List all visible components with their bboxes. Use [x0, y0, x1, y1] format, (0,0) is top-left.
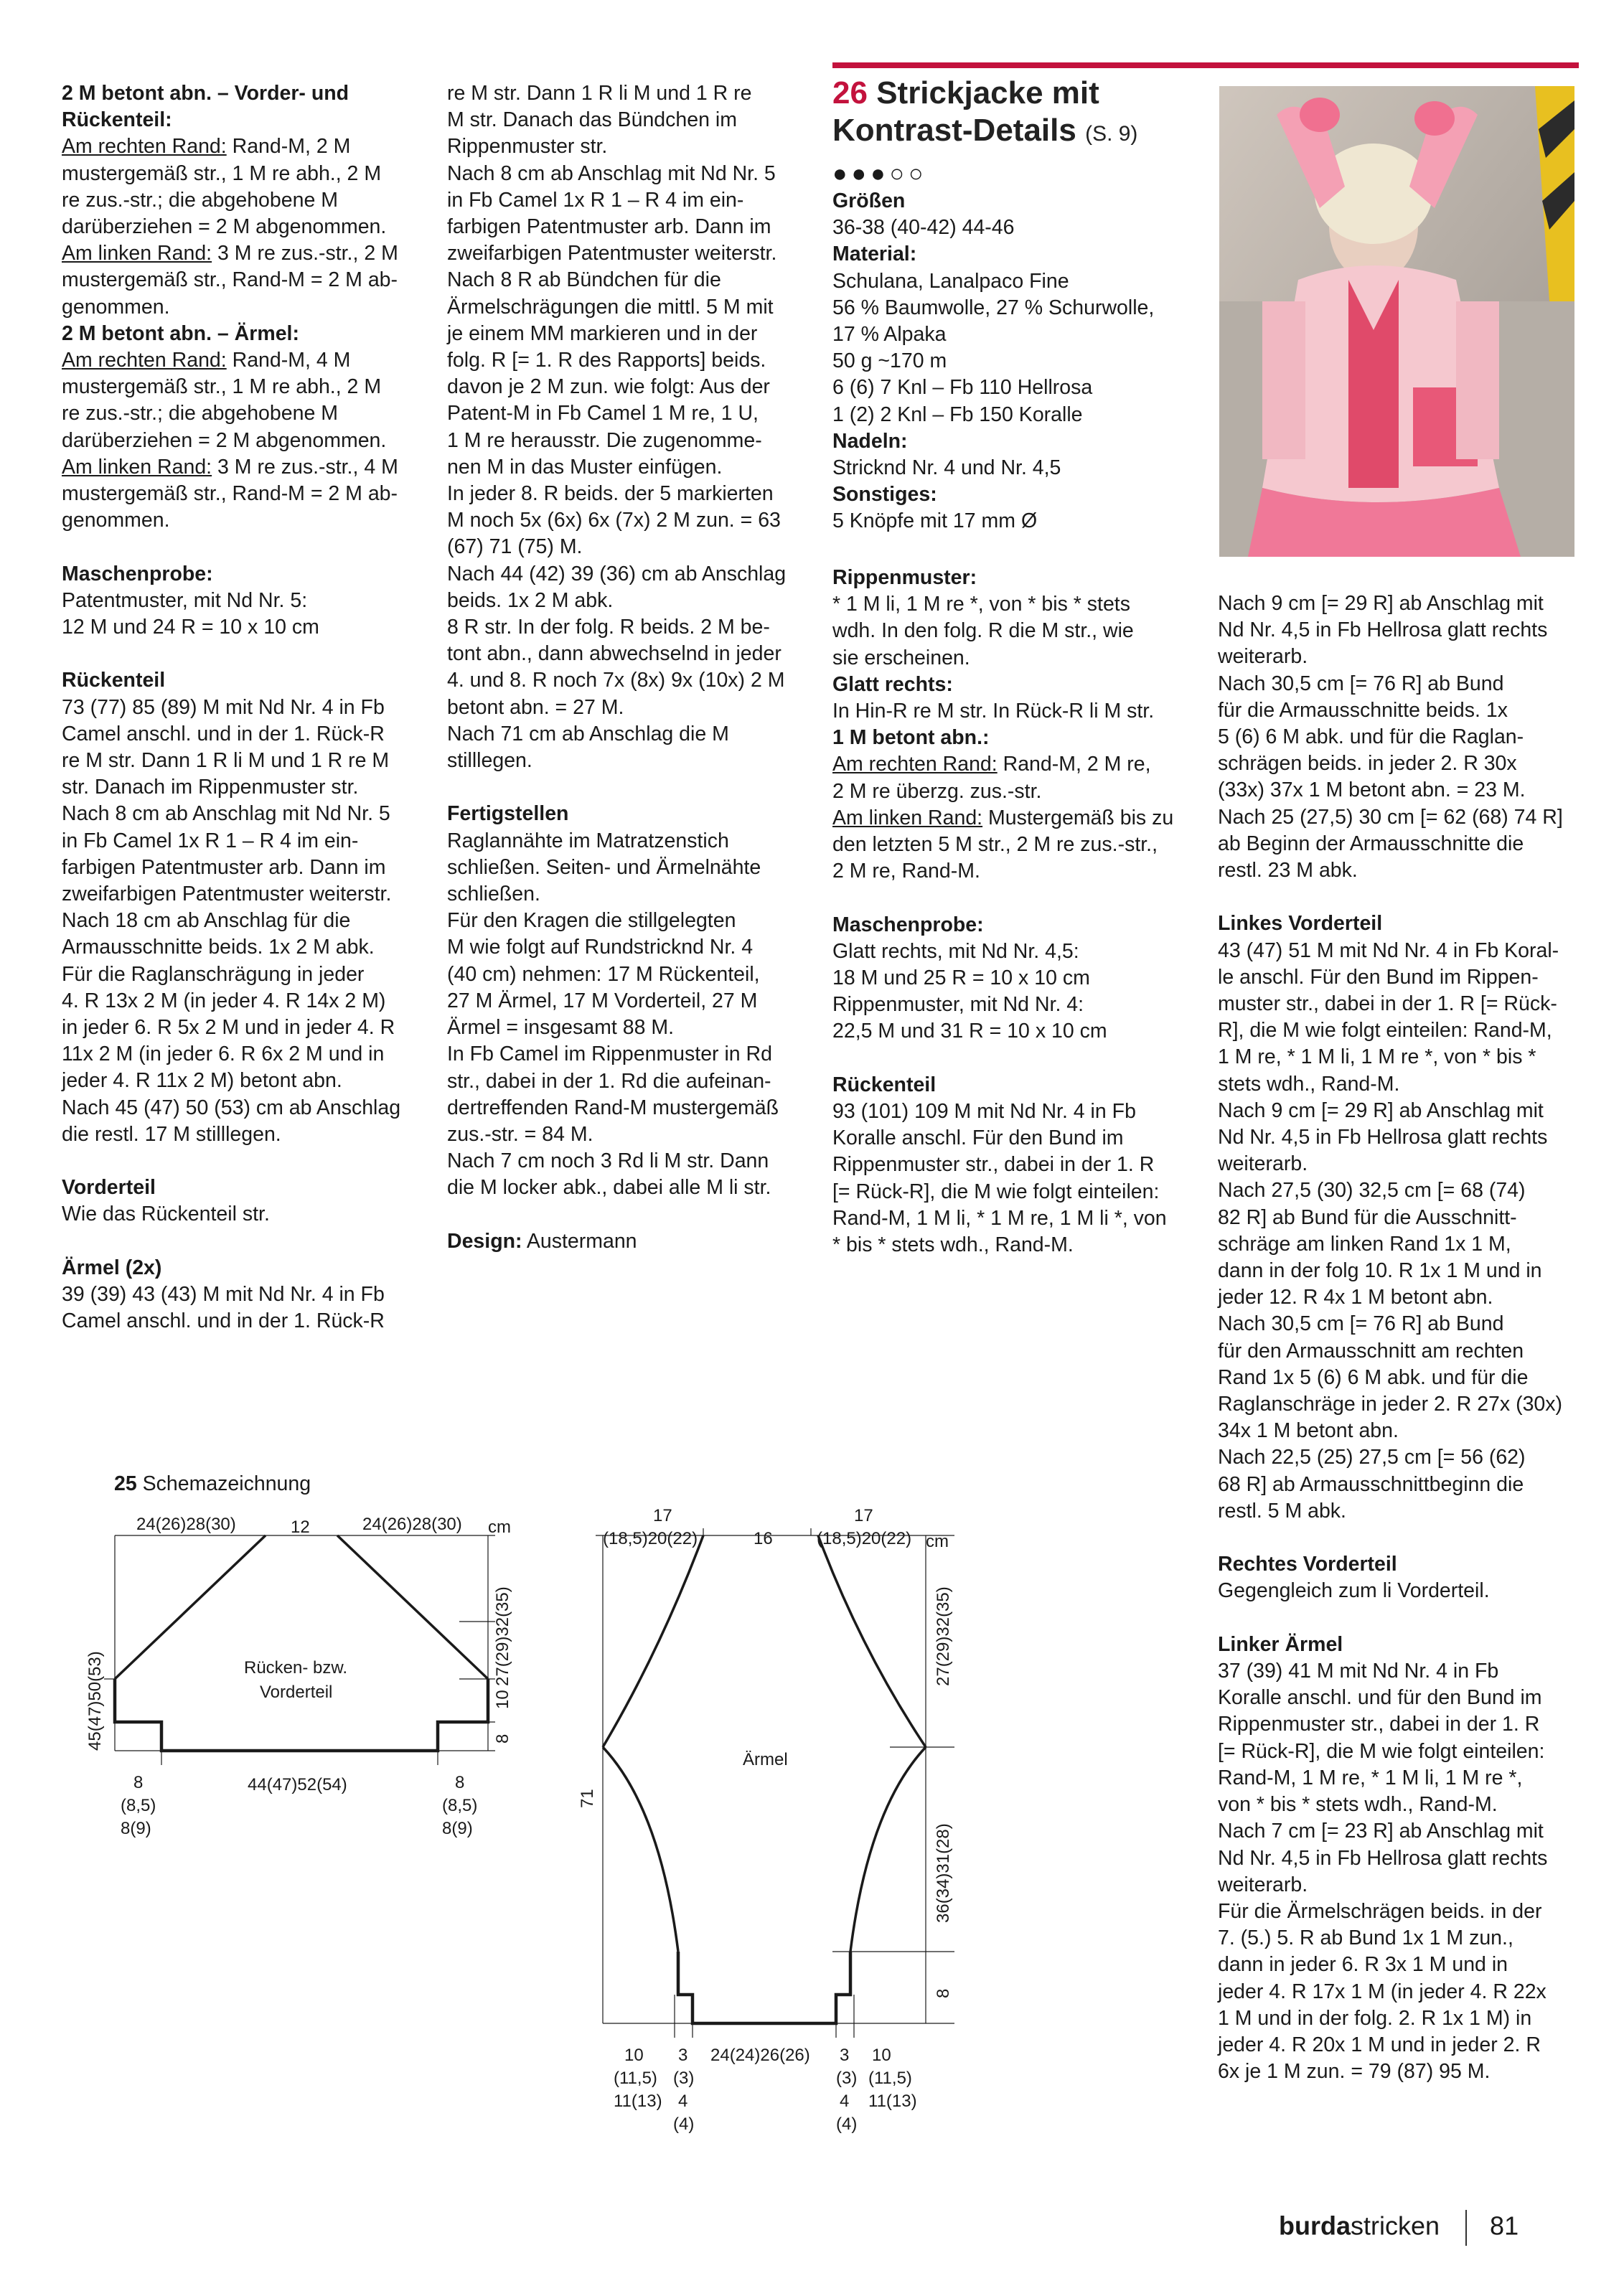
paragraph-text: Glatt rechts:	[832, 672, 953, 696]
underlined-label: Am linken Rand:	[832, 806, 983, 829]
paragraph-gap	[1218, 884, 1591, 911]
d2-b1-c: 11(13)	[614, 2092, 662, 2111]
paragraph-text: 1 M betont abn.:	[832, 726, 990, 750]
paragraph	[832, 751, 1206, 804]
d1-top-left: 24(26)28(30)	[136, 1515, 236, 1534]
paragraph-text: 5 Knöpfe mit 17 mm Ø	[832, 509, 1038, 533]
paragraph-text: Glatt rechts, mit Nd Nr. 4,5: 18 M und 25 R = 10 x 10 cm Rippenmuster, mit Nd Nr. 4: 22,5 M und 31 R = 10 x 10 cm	[832, 939, 1107, 1043]
paragraph	[832, 268, 1206, 428]
footer-brand-suffix: stricken	[1351, 2211, 1440, 2241]
d2-top-right-a: 17	[854, 1506, 873, 1525]
title-line-1: Strickjacke mit	[876, 75, 1099, 110]
paragraph	[832, 591, 1206, 672]
section-heading	[832, 912, 1206, 938]
paragraph-text: re M str. Dann 1 R li M und 1 R re M str. Danach das Bündchen im Rippenmuster str. Nach 8 cm ab Anschlag mit Nd Nr. 5 in Fb Camel 1x R 1 – R 4 im ein- farbigen Patentmuster arb. Dann im zweifarbigen Patentmuster weiterstr. Nach 8 R ab Bündchen für die Ärmelschrägungen die mittl. 5 M mit je einem MM markieren und in der folg. R [= 1. R des Rapports] beids. davon je 2 M zun. wie folgt: Aus der Patent-M in Fb Camel 1 M re, 1 U, 1 M re herausstr. Die zugenomme- nen M in das Muster einfügen. In jeder 8. R beids. der 5 markierten M noch 5x (6x) 6x (7x) 2 M zun. = 63 (67) 71 (75) M. Nach 44 (42) 39 (36) cm ab Anschlag beids. 1x 2 M abk. 8 R str. In der folg. R beids. 2 M be- tont abn., dann abwechselnd in jeder 4. und 8. R noch 7x (8x) 9x (10x) 2 M betont abn. = 27 M. Nach 71 cm ab Anschlag die M stilllegen.	[447, 82, 787, 773]
paragraph-gap	[62, 1228, 421, 1255]
paragraph-gap	[62, 1148, 421, 1175]
paragraph-gap	[447, 1202, 809, 1228]
paragraph	[62, 1281, 421, 1335]
paragraph	[62, 347, 421, 454]
d2-b1-a: 10	[624, 2046, 644, 2065]
d1-bl-2: (8,5)	[121, 1796, 156, 1815]
d1-unit: cm	[488, 1518, 511, 1537]
text-column-1	[62, 80, 421, 1335]
d1-right-low: 8	[493, 1733, 512, 1744]
page-number: 81	[1490, 2211, 1519, 2241]
d2-b2-a: 3	[678, 2046, 688, 2065]
d2-right-low: 8	[934, 1988, 953, 1998]
pattern-number: 26	[832, 75, 868, 110]
paragraph-text: Größen	[832, 189, 906, 212]
paragraph-text: 3 M re zus.-str., 4 M mustergemäß str., Rand-M = 2 M ab- genommen.	[62, 455, 398, 532]
d1-right-mid: 10	[493, 1690, 512, 1709]
section-heading	[1218, 911, 1591, 937]
paragraph	[62, 133, 421, 240]
title-line-2: Kontrast-Details	[832, 113, 1076, 148]
paragraph-text: Mustergemäß bis zu den letzten 5 M str., 2 M re zus.-str., 2 M re, Rand-M.	[832, 806, 1174, 883]
paragraph-text: In Hin-R re M str. In Rück-R li M str.	[832, 700, 1155, 723]
section-heading	[832, 188, 1206, 215]
paragraph-text: Austermann	[522, 1229, 637, 1253]
paragraph-gap	[1218, 1525, 1591, 1551]
paragraph-text: Sonstiges:	[832, 483, 937, 507]
d2-b3-a: 3	[840, 2046, 850, 2065]
schema-number: 25	[114, 1472, 137, 1495]
paragraph-text: 73 (77) 85 (89) M mit Nd Nr. 4 in Fb Camel anschl. und in der 1. Rück-R re M str. Dann 1 R li M und 1 R re M str. Danach im Rippenmuster str. Nach 8 cm ab Anschlag mit Nd Nr. 5 in Fb Camel 1x R 1 – R 4 im ein- farbigen Patentmuster arb. Dann im zweifarbigen Patentmuster weiterstr. Nach 18 cm ab Anschlag für die Armausschnitte beids. 1x 2 M abk. Für die Raglanschrägung in jeder 4. R 13x 2 M (in jeder 4. R 14x 2 M) in jeder 6. R 5x 2 M und in jeder 4. R 11x 2 M (in jeder 6. R 6x 2 M und in jeder 4. R 11x 2 M) betont abn. Nach 45 (47) 50 (53) cm ab Anschlag die restl. 17 M stilllegen.	[62, 695, 401, 1146]
paragraph-text: Patentmuster, mit Nd Nr. 5: 12 M und 24 R = 10 x 10 cm	[62, 588, 319, 639]
d1-center-2: Vorderteil	[260, 1683, 333, 1702]
paragraph-text: Rückenteil	[62, 669, 166, 692]
paragraph-text: 43 (47) 51 M mit Nd Nr. 4 in Fb Koral- le anschl. Für den Bund im Rippen- muster str., dabei in der 1. R [= Rück- R], die M wie folgt einteilen: Rand-M, 1 M re, * 1 M li, 1 M re *, von * bis * stets wdh., Rand-M. Nach 9 cm [= 29 R] ab Anschlag mit Nd Nr. 4,5 in Fb Hellrosa glatt rechts weiterarb. Nach 27,5 (30) 32,5 cm [= 68 (74) 82 R] ab Bund für die Ausschnitt- schräge am linken Rand 1x 1 M, dann in der folg 10. R 1x 1 M und in jeder 12. R 4x 1 M betont abn. Nach 30,5 cm [= 76 R] ab Bund für den Armausschnitt am rechten Rand 1x 5 (6) 6 M abk. und für die Raglanschräge in jeder 2. R 27x (30x) 34x 1 M betont abn. Nach 22,5 (25) 27,5 cm [= 56 (62) 68 R] ab Armausschnittbeginn die restl. 5 M abk.	[1218, 938, 1563, 1523]
d2-top-right-b: (18,5)20(22)	[817, 1529, 912, 1548]
accent-bar	[832, 62, 1579, 68]
d1-br-3: 8(9)	[442, 1819, 473, 1838]
paragraph-text: Linker Ärmel	[1218, 1632, 1343, 1656]
footer-brand: burda	[1279, 2211, 1351, 2241]
section-heading	[62, 561, 421, 588]
paragraph	[832, 805, 1206, 885]
paragraph	[1218, 938, 1591, 1525]
paragraph	[1218, 591, 1591, 884]
paragraph	[1218, 1578, 1591, 1604]
d2-b1-b: (11,5)	[614, 2069, 657, 2088]
paragraph	[1218, 1658, 1591, 2085]
section-heading	[62, 1255, 421, 1281]
underlined-label: Am linken Rand:	[62, 455, 212, 479]
paragraph-gap	[62, 641, 421, 667]
paragraph	[447, 828, 809, 1202]
back-front-diagram	[72, 1507, 531, 1909]
d2-b4-c: 11(13)	[868, 2092, 917, 2111]
sleeve-diagram	[578, 1506, 969, 2134]
d1-br-1: 8	[455, 1773, 465, 1792]
paragraph-text: Stricknd Nr. 4 und Nr. 4,5	[832, 456, 1061, 480]
paragraph-text: Maschenprobe:	[832, 913, 984, 936]
d2-b2-c: 4	[678, 2092, 688, 2111]
paragraph-text: Material:	[832, 243, 917, 266]
paragraph	[62, 588, 421, 641]
paragraph-text: Rand-M, 4 M mustergemäß str., 1 M re abh., 2 M re zus.-str.; die abgehobene M darüberziehen = 2 M abgenommen.	[62, 349, 387, 452]
paragraph-text: * 1 M li, 1 M re *, von * bis * stets wdh. In den folg. R die M str., wie sie erscheinen.	[832, 593, 1134, 669]
text-column-3	[832, 565, 1206, 1258]
page-reference: (S. 9)	[1085, 122, 1138, 146]
d1-bl-1: 8	[133, 1773, 144, 1792]
page-footer	[1279, 2210, 1519, 2246]
paragraph-text: Rand-M, 2 M re, 2 M re überzg. zus.-str.	[832, 753, 1151, 803]
section-heading	[62, 321, 421, 347]
section-heading	[832, 241, 1206, 268]
paragraph-text: Fertigstellen	[447, 802, 569, 826]
d1-left-side: 45(47)50(53)	[85, 1651, 105, 1751]
section-heading	[832, 725, 1206, 751]
paragraph	[832, 698, 1206, 725]
d2-center: Ärmel	[743, 1750, 788, 1769]
paragraph-text: Raglannähte im Matratzenstich schließen. Seiten- und Ärmelnähte schließen. Für den Kragen die stillgelegten M wie folgt auf Rundstricknd Nr. 4 (40 cm) nehmen: 17 M Rückenteil, 27 M Ärmel, 17 M Vorderteil, 27 M Ärmel = insgesamt 88 M. In Fb Camel im Rippenmuster in Rd str., dabei in der 1. Rd die aufeinan- dertreffenden Rand-M mustergemäß zus.-str. = 84 M. Nach 7 cm noch 3 Rd li M str. Dann die M locker abk., dabei alle M li str.	[447, 829, 779, 1200]
d2-top-left-a: 17	[653, 1506, 672, 1525]
d1-br-2: (8,5)	[442, 1796, 478, 1815]
d2-right-upper: 27(29)32(35)	[934, 1586, 953, 1686]
underlined-label: Am rechten Rand:	[62, 135, 227, 159]
section-heading	[832, 672, 1206, 698]
underlined-label: Am linken Rand:	[62, 242, 212, 265]
paragraph-text: 2 M betont abn. – Vorder- und Rückenteil:	[62, 82, 349, 132]
paragraph	[62, 454, 421, 535]
section-heading	[832, 1072, 1206, 1098]
d2-b3-d: (4)	[836, 2114, 858, 2134]
d2-left-side: 71	[578, 1789, 597, 1808]
paragraph	[832, 455, 1206, 481]
paragraph-text: Nach 9 cm [= 29 R] ab Anschlag mit Nd Nr. 4,5 in Fb Hellrosa glatt rechts weiterarb. Nach 30,5 cm [= 76 R] ab Bund für die Armausschnitte beids. 1x 5 (6) 6 M abk. und für die Raglan- schrägen beids. in jeder 2. R 30x (33x) 37x 1 M betont abn. = 23 M. Nach 25 (27,5) 30 cm [= 62 (68) 74 R] ab Beginn der Armausschnitte die restl. 23 M abk.	[1218, 592, 1563, 883]
section-heading	[62, 1175, 421, 1201]
d1-right-upper: 27(29)32(35)	[493, 1586, 512, 1686]
paragraph-text: Linkes Vorderteil	[1218, 912, 1383, 936]
paragraph-gap	[832, 885, 1206, 911]
paragraph-text: 37 (39) 41 M mit Nd Nr. 4 in Fb Koralle anschl. und für den Bund im Rippenmuster str., dabei in der 1. R [= Rück-R], die M wie folgt einteilen: Rand-M, 1 M re, * 1 M li, 1 M re *, von * bis * stets wdh., Rand-M. Nach 7 cm [= 23 R] ab Anschlag mit Nd Nr. 4,5 in Fb Hellrosa glatt rechts weiterarb. Für die Ärmelschrägen beids. in der 7. (5.) 5. R ab Bund 1x 1 M zun., dann in jeder 6. R 3x 1 M und in jeder 4. R 17x 1 M (in jeder 4. R 22x 1 M und in der folg. 2. R 1x 1 M) in jeder 4. R 20x 1 M und in jeder 2. R 6x je 1 M zun. = 79 (87) 95 M.	[1218, 1660, 1548, 2084]
section-heading	[832, 565, 1206, 591]
bold-label: Design:	[447, 1229, 522, 1253]
paragraph	[62, 695, 421, 1148]
paragraph	[62, 1201, 421, 1228]
d2-bottom-mid: 24(24)26(26)	[710, 2046, 810, 2065]
paragraph-gap	[62, 534, 421, 560]
d2-b2-b: (3)	[673, 2069, 695, 2088]
paragraph-gap	[832, 1045, 1206, 1072]
underlined-label: Am rechten Rand:	[832, 753, 998, 776]
paragraph-text: Rippenmuster:	[832, 566, 977, 589]
d2-b4-b: (11,5)	[868, 2069, 912, 2088]
paragraph-text: Rückenteil	[832, 1073, 937, 1096]
paragraph-text: 36-38 (40-42) 44-46	[832, 216, 1015, 240]
d2-unit: cm	[926, 1532, 949, 1551]
section-heading	[447, 801, 809, 827]
d1-top-mid: 12	[291, 1518, 310, 1537]
paragraph-text: Vorderteil	[62, 1176, 156, 1200]
paragraph	[62, 240, 421, 321]
difficulty-rating: ●●●○○	[832, 160, 928, 187]
section-heading	[1218, 1551, 1591, 1578]
text-column-4	[1218, 591, 1591, 2085]
model-photo	[1219, 86, 1574, 557]
footer-divider	[1465, 2210, 1467, 2246]
section-heading	[832, 481, 1206, 508]
paragraph-text: Schulana, Lanalpaco Fine 56 % Baumwolle, 27 % Schurwolle, 17 % Alpaka 50 g ~170 m 6 (6) 7 Knl – Fb 110 Hellrosa 1 (2) 2 Knl – Fb 150 Koralle	[832, 269, 1155, 426]
paragraph-text: Maschenprobe:	[62, 562, 213, 585]
paragraph	[832, 508, 1206, 535]
paragraph-text: Gegengleich zum li Vorderteil.	[1218, 1579, 1490, 1603]
paragraph-text: Rand-M, 2 M mustergemäß str., 1 M re abh., 2 M re zus.-str.; die abgehobene M darüberziehen = 2 M abgenommen.	[62, 135, 387, 239]
text-column-2	[447, 80, 809, 1255]
paragraph-gap	[1218, 1605, 1591, 1632]
pattern-header	[832, 75, 1206, 188]
paragraph-text: Rechtes Vorderteil	[1218, 1553, 1397, 1576]
paragraph	[832, 938, 1206, 1045]
paragraph-text: 39 (39) 43 (43) M mit Nd Nr. 4 in Fb Camel anschl. und in der 1. Rück-R	[62, 1283, 385, 1333]
section-heading	[1218, 1632, 1591, 1658]
paragraph	[447, 1228, 809, 1255]
paragraph-gap	[447, 774, 809, 801]
d2-b3-c: 4	[840, 2092, 850, 2111]
d2-top-left-b: (18,5)20(22)	[603, 1529, 698, 1548]
schema-caption	[114, 1472, 311, 1496]
section-heading	[832, 428, 1206, 455]
d2-top-mid: 16	[754, 1529, 773, 1548]
section-heading	[62, 80, 421, 133]
d2-b4-a: 10	[872, 2046, 891, 2065]
d2-b2-d: (4)	[673, 2114, 695, 2134]
paragraph	[832, 1098, 1206, 1258]
d2-right-mid: 36(34)31(28)	[934, 1823, 953, 1923]
paragraph-text: 2 M betont abn. – Ärmel:	[62, 321, 299, 345]
d1-bl-3: 8(9)	[121, 1819, 151, 1838]
materials-block	[832, 188, 1206, 535]
underlined-label: Am rechten Rand:	[62, 349, 227, 372]
schema-label: Schemazeichnung	[142, 1472, 311, 1495]
paragraph	[447, 80, 809, 774]
paragraph-text: Wie das Rückenteil str.	[62, 1203, 270, 1226]
d1-bottom-mid: 44(47)52(54)	[248, 1775, 347, 1794]
pattern-title	[832, 75, 1206, 153]
paragraph-text: 3 M re zus.-str., 2 M mustergemäß str., Rand-M = 2 M ab- genommen.	[62, 242, 398, 319]
paragraph-text: Nadeln:	[832, 429, 908, 453]
paragraph	[832, 215, 1206, 241]
d2-b3-b: (3)	[836, 2069, 858, 2088]
d1-center-1: Rücken- bzw.	[244, 1658, 348, 1678]
section-heading	[62, 667, 421, 694]
d1-top-right: 24(26)28(30)	[362, 1515, 462, 1534]
paragraph-text: 93 (101) 109 M mit Nd Nr. 4 in Fb Koralle anschl. Für den Bund im Rippenmuster str., dabei in der 1. R [= Rück-R], die M wie folgt einteilen: Rand-M, 1 M li, * 1 M re, 1 M li *, von * bis * stets wdh., Rand-M.	[832, 1100, 1167, 1257]
paragraph-text: Ärmel (2x)	[62, 1256, 162, 1279]
